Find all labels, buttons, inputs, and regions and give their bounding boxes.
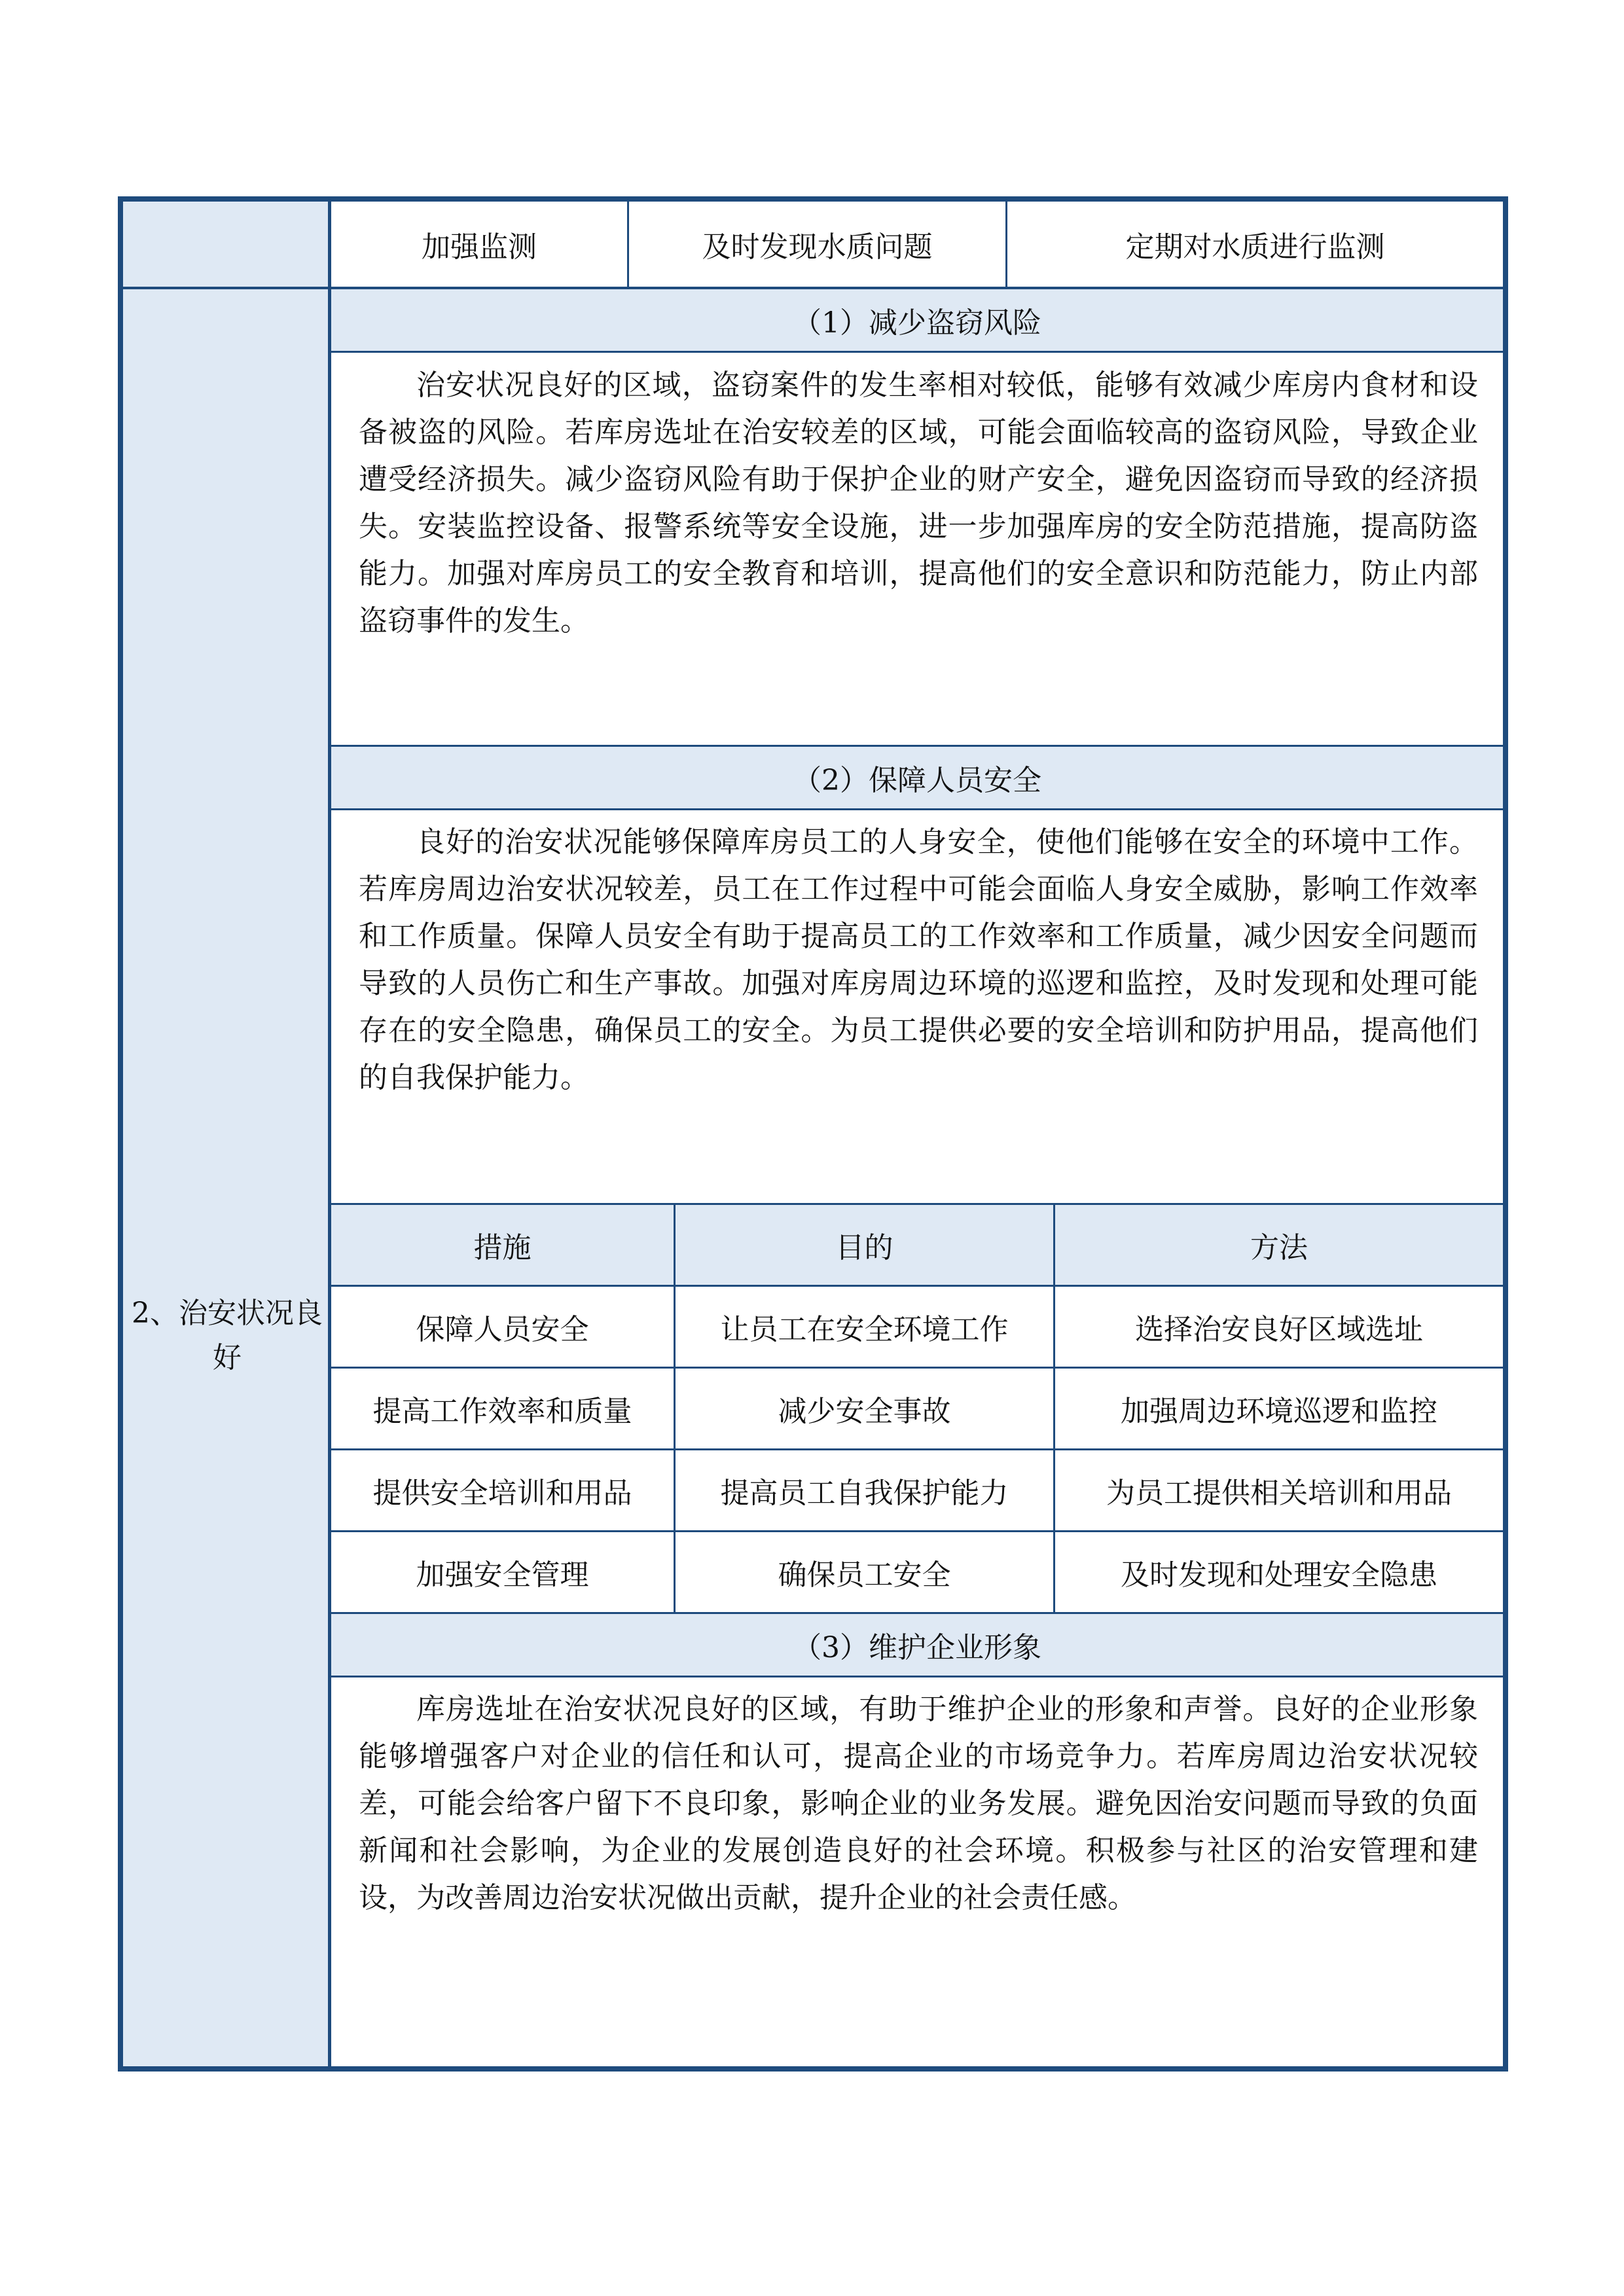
table-cell: 选择治安良好区域选址	[1135, 1313, 1423, 1346]
content-table	[118, 196, 1508, 2072]
table-cell: 加强周边环境巡逻和监控	[1121, 1395, 1437, 1428]
table-cell: 让员工在安全环境工作	[720, 1313, 1009, 1346]
top-row-measure: 加强监测	[422, 230, 537, 264]
subsection-heading: （3）维护企业形象	[331, 1614, 1503, 1676]
subsection-heading: （1）减少盗窃风险	[331, 289, 1503, 351]
top-row-method: 定期对水质进行监测	[1125, 230, 1385, 264]
table-cell: 及时发现和处理安全隐患	[1121, 1558, 1437, 1592]
section-label-column	[123, 202, 331, 2066]
table-cell: 确保员工安全	[778, 1558, 951, 1592]
column-divider	[674, 1205, 676, 1612]
row-divider	[331, 1676, 1503, 1677]
table-cell: 保障人员安全	[416, 1313, 589, 1346]
top-row-purpose: 及时发现水质问题	[702, 230, 933, 264]
row-divider	[331, 351, 1503, 353]
table-cell: 提高员工自我保护能力	[720, 1477, 1009, 1510]
table-header-measure: 措施	[331, 1205, 674, 1285]
subsection-body: 良好的治安状况能够保障库房员工的人身安全，使他们能够在安全的环境中工作。若库房周边治安状况较差，员工在工作过程中可能会面临人身安全威胁，影响工作效率和工作质量。保障人员安全有助于提高员工的工作效率和工作质量，减少因安全问题而导致的人员伤亡和生产事故。加强对库房周边环境的巡逻和监控，及时发现和处理可能存在的安全隐患，确保员工的安全。为员工提供必要的安全培训和防护用品，提高他们的自我保护能力。	[359, 825, 1478, 1094]
table-cell: 加强安全管理	[416, 1558, 589, 1592]
subsection-heading: （2）保障人员安全	[331, 747, 1503, 808]
table-cell: 减少安全事故	[778, 1395, 951, 1428]
row-divider	[331, 808, 1503, 810]
table-header-method: 方法	[1055, 1205, 1503, 1285]
table-cell: 为员工提供相关培训和用品	[1106, 1477, 1452, 1510]
column-divider	[1053, 1205, 1055, 1612]
section-label: 2、治安状况良好	[132, 1297, 323, 1374]
table-header-purpose: 目的	[676, 1205, 1053, 1285]
table-cell: 提供安全培训和用品	[372, 1477, 632, 1510]
subsection-body: 库房选址在治安状况良好的区域，有助于维护企业的形象和声誉。良好的企业形象能够增强客户对企业的信任和认可，提高企业的市场竞争力。若库房周边治安状况较差，可能会给客户留下不良印象，影响企业的业务发展。避免因治安问题而导致的负面新闻和社会影响，为企业的发展创造良好的社会环境。积极参与社区的治安管理和建设，为改善周边治安状况做出贡献，提升企业的社会责任感。	[359, 1693, 1478, 1914]
table-cell: 提高工作效率和质量	[372, 1395, 632, 1428]
subsection-body: 治安状况良好的区域，盗窃案件的发生率相对较低，能够有效减少库房内食材和设备被盗的风险。若库房选址在治安较差的区域，可能会面临较高的盗窃风险，导致企业遭受经济损失。减少盗窃风险有助于保护企业的财产安全，避免因盗窃而导致的经济损失。安装监控设备、报警系统等安全设施，进一步加强库房的安全防范措施，提高防盗能力。加强对库房员工的安全教育和培训，提高他们的安全意识和防范能力，防止内部盗窃事件的发生。	[359, 368, 1478, 637]
